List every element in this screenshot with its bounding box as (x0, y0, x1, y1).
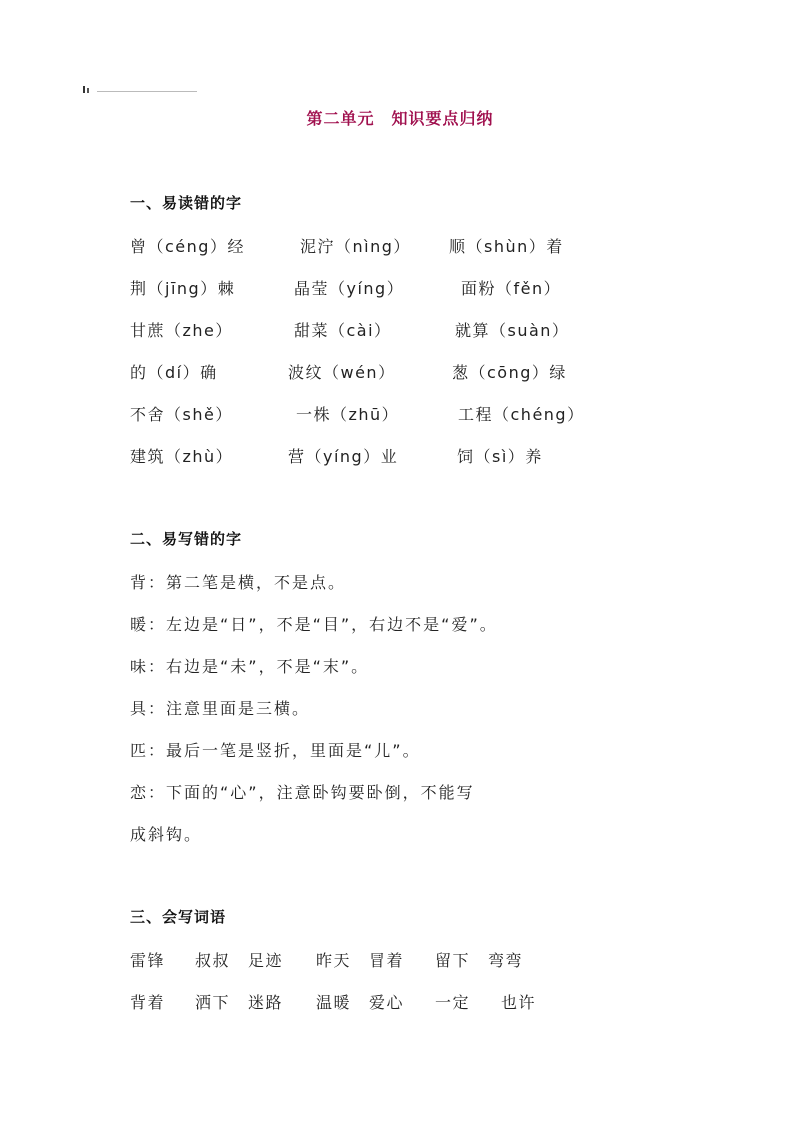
vocab-word: 叔叔 (195, 951, 231, 970)
vocab-word: 冒着 (369, 951, 405, 970)
misread-word: 工程（chéng） (458, 405, 585, 424)
vocab-word: 迷路 (248, 993, 284, 1012)
misread-word: 就算（suàn） (455, 321, 570, 340)
section-heading-easy-to-misread: 一、易读错的字 (130, 194, 243, 212)
vocab-word: 温暖 (316, 993, 352, 1012)
vocab-word: 也许 (501, 993, 537, 1012)
miswrite-note: 味：右边是“未”，不是“末”。 (130, 657, 370, 676)
misread-word: 顺（shùn）着 (449, 237, 564, 256)
miswrite-note: 暖：左边是“日”，不是“目”，右边不是“爱”。 (130, 615, 498, 634)
misread-word: 曾（céng）经 (130, 237, 245, 256)
vocab-word: 足迹 (248, 951, 284, 970)
vocab-word: 昨天 (316, 951, 352, 970)
vocab-word: 背着 (130, 993, 166, 1012)
misread-word: 泥泞（nìng） (300, 237, 411, 256)
miswrite-note: 恋：下面的“心”，注意卧钩要卧倒，不能写 (130, 783, 475, 802)
misread-word: 营（yíng）业 (288, 447, 399, 466)
vocab-word: 雷锋 (130, 951, 166, 970)
misread-word: 波纹（wén） (288, 363, 396, 382)
miswrite-note: 具：注意里面是三横。 (130, 699, 311, 718)
page-title: 第二单元 知识要点归纳 (306, 109, 494, 128)
misread-word: 一株（zhū） (296, 405, 400, 424)
section-heading-easy-to-miswrite: 二、易写错的字 (130, 530, 243, 548)
vocab-word: 洒下 (195, 993, 231, 1012)
misread-word: 荆（jīng）棘 (130, 279, 236, 298)
miswrite-note: 背：第二笔是横，不是点。 (130, 573, 347, 592)
misread-word: 面粉（fěn） (461, 279, 562, 298)
misread-word: 建筑（zhù） (130, 447, 234, 466)
miswrite-note: 成斜钩。 (130, 825, 203, 844)
miswrite-note: 匹：最后一笔是竖折，里面是“儿”。 (130, 741, 421, 760)
misread-word: 甘蔗（zhe） (130, 321, 233, 340)
section-heading-words-to-write: 三、会写词语 (130, 908, 227, 926)
vocab-word: 一定 (435, 993, 471, 1012)
misread-word: 晶莹（yíng） (294, 279, 405, 298)
misread-word: 的（dí）确 (130, 363, 218, 382)
misread-word: 饲（sì）养 (457, 447, 543, 466)
misread-word: 不舍（shě） (130, 405, 233, 424)
vocab-word: 爱心 (369, 993, 405, 1012)
header-mark (83, 86, 201, 94)
misread-word: 葱（cōng）绿 (452, 363, 567, 382)
vocab-word: 弯弯 (488, 951, 524, 970)
vocab-word: 留下 (435, 951, 471, 970)
misread-word: 甜菜（cài） (294, 321, 392, 340)
